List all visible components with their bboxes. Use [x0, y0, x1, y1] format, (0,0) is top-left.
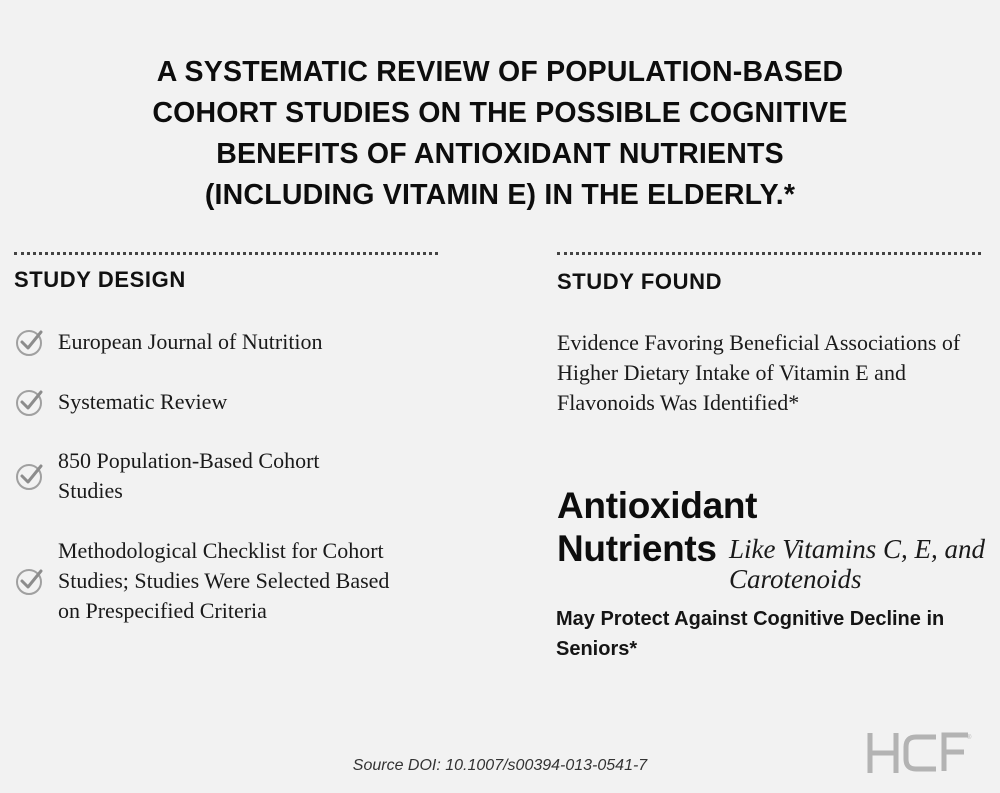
title-line: A SYSTEMATIC REVIEW OF POPULATION-BASED [156, 56, 844, 88]
design-item-checklist [14, 536, 434, 626]
svg-text:®: ® [967, 735, 972, 741]
design-item-label: Systematic Review [58, 389, 228, 414]
title-line: COHORT STUDIES ON THE POSSIBLE COGNITIVE [152, 97, 848, 129]
check-circle-icon [14, 386, 46, 418]
title-line: BENEFITS OF ANTIOXIDANT NUTRIENTS [216, 138, 784, 170]
dotted-divider-right [557, 252, 981, 255]
hcf-logo-icon [866, 731, 972, 775]
nutrients-heading: Nutrients [557, 528, 717, 569]
source-doi: Source DOI: 10.1007/s00394-013-0541-7 [352, 757, 648, 774]
title-line: (INCLUDING VITAMIN E) IN THE ELDERLY.* [204, 179, 796, 211]
design-item-review [14, 386, 434, 418]
design-item-cohort [14, 446, 434, 506]
evidence-text: Evidence Favoring Beneficial Associations of Higher Dietary Intake of Vitamin E and Flavonoids Was Identified* [557, 330, 961, 415]
page-title [60, 52, 940, 216]
design-item-journal [14, 326, 434, 358]
check-circle-icon [14, 460, 46, 492]
design-item-label: 850 Population-Based Cohort Studies [58, 448, 320, 503]
check-circle-icon [14, 565, 46, 597]
study-found-heading: STUDY FOUND [557, 269, 723, 294]
antioxidant-heading: Antioxidant [557, 485, 758, 526]
study-design-heading: STUDY DESIGN [14, 267, 186, 292]
vitamins-italic-text: Like Vitamins C, E, and Carotenoids [729, 534, 985, 594]
check-circle-icon [14, 326, 46, 358]
protect-text: May Protect Against Cognitive Decline in Seniors* [556, 608, 945, 660]
design-item-label: European Journal of Nutrition [58, 329, 323, 354]
design-item-label: Methodological Checklist for Cohort Studies; Studies Were Selected Based on Prespecified Criteria [58, 538, 390, 623]
dotted-divider-left [14, 252, 438, 255]
